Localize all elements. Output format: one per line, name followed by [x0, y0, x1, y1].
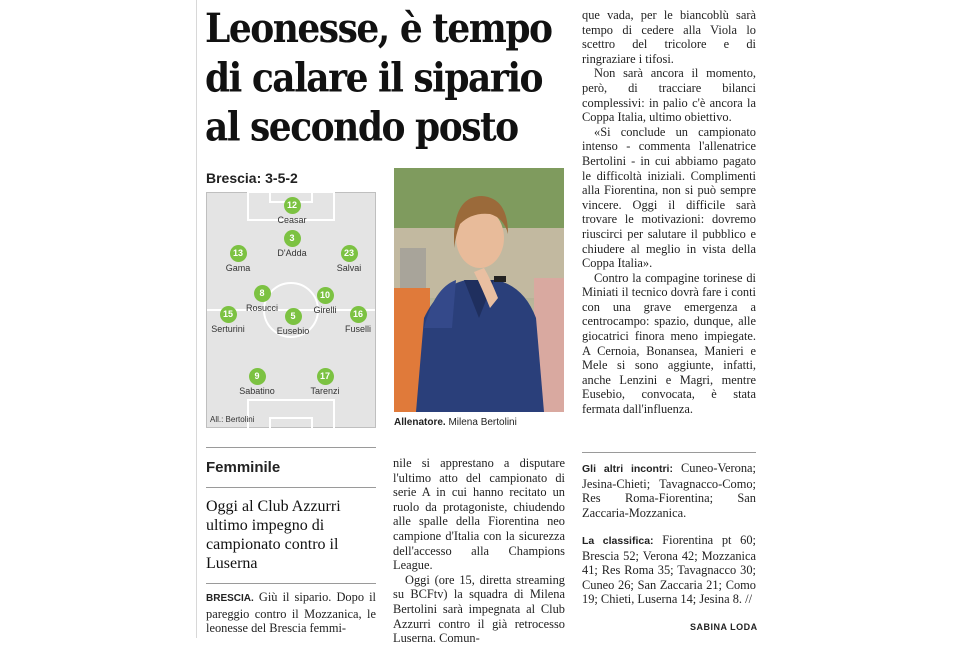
- player-number: 16: [350, 306, 367, 323]
- player-name: Rosucci: [245, 303, 278, 313]
- body-divider: [206, 583, 376, 584]
- player-name: Girelli: [313, 305, 337, 315]
- coach-photo: [394, 168, 564, 412]
- article-text: Giù il sipario. Dopo il pareggio contro il Mozzanica, le leonesse del Brescia femmi-: [206, 590, 376, 636]
- player-ceasar: [257, 197, 327, 226]
- results-divider: [582, 452, 756, 453]
- byline: SABINA LODA: [690, 622, 758, 632]
- section-title: Femminile: [206, 459, 281, 476]
- subhead-divider: [206, 487, 376, 488]
- article-paragraph: [582, 533, 756, 607]
- player-eusebio: [258, 308, 328, 337]
- other-matches: [582, 461, 756, 520]
- player-name: Tarenzi: [310, 386, 340, 396]
- player-name: Salvai: [336, 263, 362, 273]
- player-salvai: [314, 245, 384, 274]
- player-number: 9: [249, 368, 266, 385]
- article-paragraph: Non sarà ancora il momento, però, di tracciare bilanci complessivi: in palio c'è ancora la Coppa Italia, ultimo obiettivo.: [582, 66, 756, 125]
- other-matches-text: Cuneo-Verona; Jesina-Chieti; Tavagnacco-Como; Res Roma-Fiorentina; San Zaccaria-Mozzanica.: [582, 461, 756, 520]
- article-subhead: Oggi al Club Azzurri ultimo impegno di campionato contro il Luserna: [206, 498, 341, 572]
- player-number: 8: [254, 285, 271, 302]
- coach-photo-illustration: [394, 168, 564, 412]
- bottom-goal-box: [269, 417, 313, 431]
- player-number: 5: [285, 308, 302, 325]
- standings: [582, 533, 756, 607]
- player-tarenzi: [290, 368, 360, 397]
- player-name: Ceasar: [277, 215, 307, 225]
- player-gama: [203, 245, 273, 274]
- player-number: 17: [317, 368, 334, 385]
- article-paragraph: [582, 461, 756, 520]
- lineup-pitch: [206, 192, 376, 428]
- player-name: Fuselli: [344, 324, 371, 334]
- player-number: 12: [284, 197, 301, 214]
- article-paragraph: [206, 590, 376, 636]
- photo-caption: [394, 417, 517, 428]
- standings-text: Fiorentina pt 60; Brescia 52; Verona 42; Mozzanica 41; Res Roma 35; Tavagnacco 30; Cuneo 26; San Zaccaria 21; Como 19; Chieti, Luserna 14; Jesina 8.: [582, 533, 756, 607]
- player-name: Gama: [225, 263, 251, 273]
- player-number: 13: [230, 245, 247, 262]
- section-divider: [206, 447, 376, 448]
- article-paragraph: que vada, per le biancoblù sarà tempo di cedere alla Viola lo scettro del tricolore e di ringraziare i tifosi.: [582, 8, 756, 66]
- article-paragraph: «Si conclude un campionato intenso - commenta l'allenatrice Bertolini - in cui abbiamo pagato le difficoltà iniziali. Complimenti alla Fiorentina, non si può sempre vincere. Oggi il difficile sarà trovare le motivazioni: dovremo riuscirci per salutare il pubblico e chiudere al meglio in vista della Coppa Italia».: [582, 124, 756, 271]
- article-paragraph: Contro la compagine torinese di Miniati il tecnico dovrà fare i conti con una grave emergenza a centrocampo: spazio, dunque, alle giocatrici finora meno impiegate. A Cernoia, Bonansea, Manieri e Mele si sono aggiunte, infatti, anche Lenzini e Magri, mentre Eusebio, convocata, è stata fermata dall'influenza.: [582, 270, 756, 417]
- caption-label: Allenatore.: [394, 417, 446, 428]
- headline: Leonesse, è tempo di calare il sipario al secondo posto: [205, 5, 552, 151]
- article-kicker: BRESCIA.: [206, 593, 254, 604]
- article-column-3: [582, 8, 756, 417]
- lineup-title: Brescia: 3-5-2: [206, 170, 298, 186]
- player-name: Serturini: [211, 324, 245, 334]
- article-paragraph: nile si apprestano a disputare l'ultimo atto del campionato di serie A in cui hanno recitato un ruolo da protagoniste, chiudendo alle spalle della Fiorentina neo campione d'Italia con la sicurezza dell'accesso alla Champions League.: [393, 456, 565, 573]
- caption-text: Milena Bertolini: [445, 417, 517, 428]
- coach-label: All.: Bertolini: [210, 415, 255, 424]
- player-sabatino: [222, 368, 292, 397]
- standings-label: La classifica:: [582, 535, 654, 547]
- player-number: 10: [317, 287, 334, 304]
- article-paragraph: Oggi (ore 15, diretta streaming su BCFtv) la squadra di Milena Bertolini sarà impegnata al Club Azzurri contro il già retrocesso Luserna. Comun-: [393, 572, 565, 646]
- article-column-1: [206, 590, 376, 636]
- end-mark: //: [742, 592, 753, 607]
- other-matches-label: Gli altri incontri:: [582, 463, 673, 475]
- player-name: Eusebio: [276, 326, 310, 336]
- player-number: 23: [341, 245, 358, 262]
- player-number: 3: [284, 230, 301, 247]
- player-serturini: [193, 306, 263, 335]
- player-fuselli: [323, 306, 393, 335]
- player-name: Sabatino: [239, 386, 275, 396]
- player-name: D'Adda: [277, 248, 307, 258]
- article-column-2: [393, 456, 565, 646]
- player-number: 15: [220, 306, 237, 323]
